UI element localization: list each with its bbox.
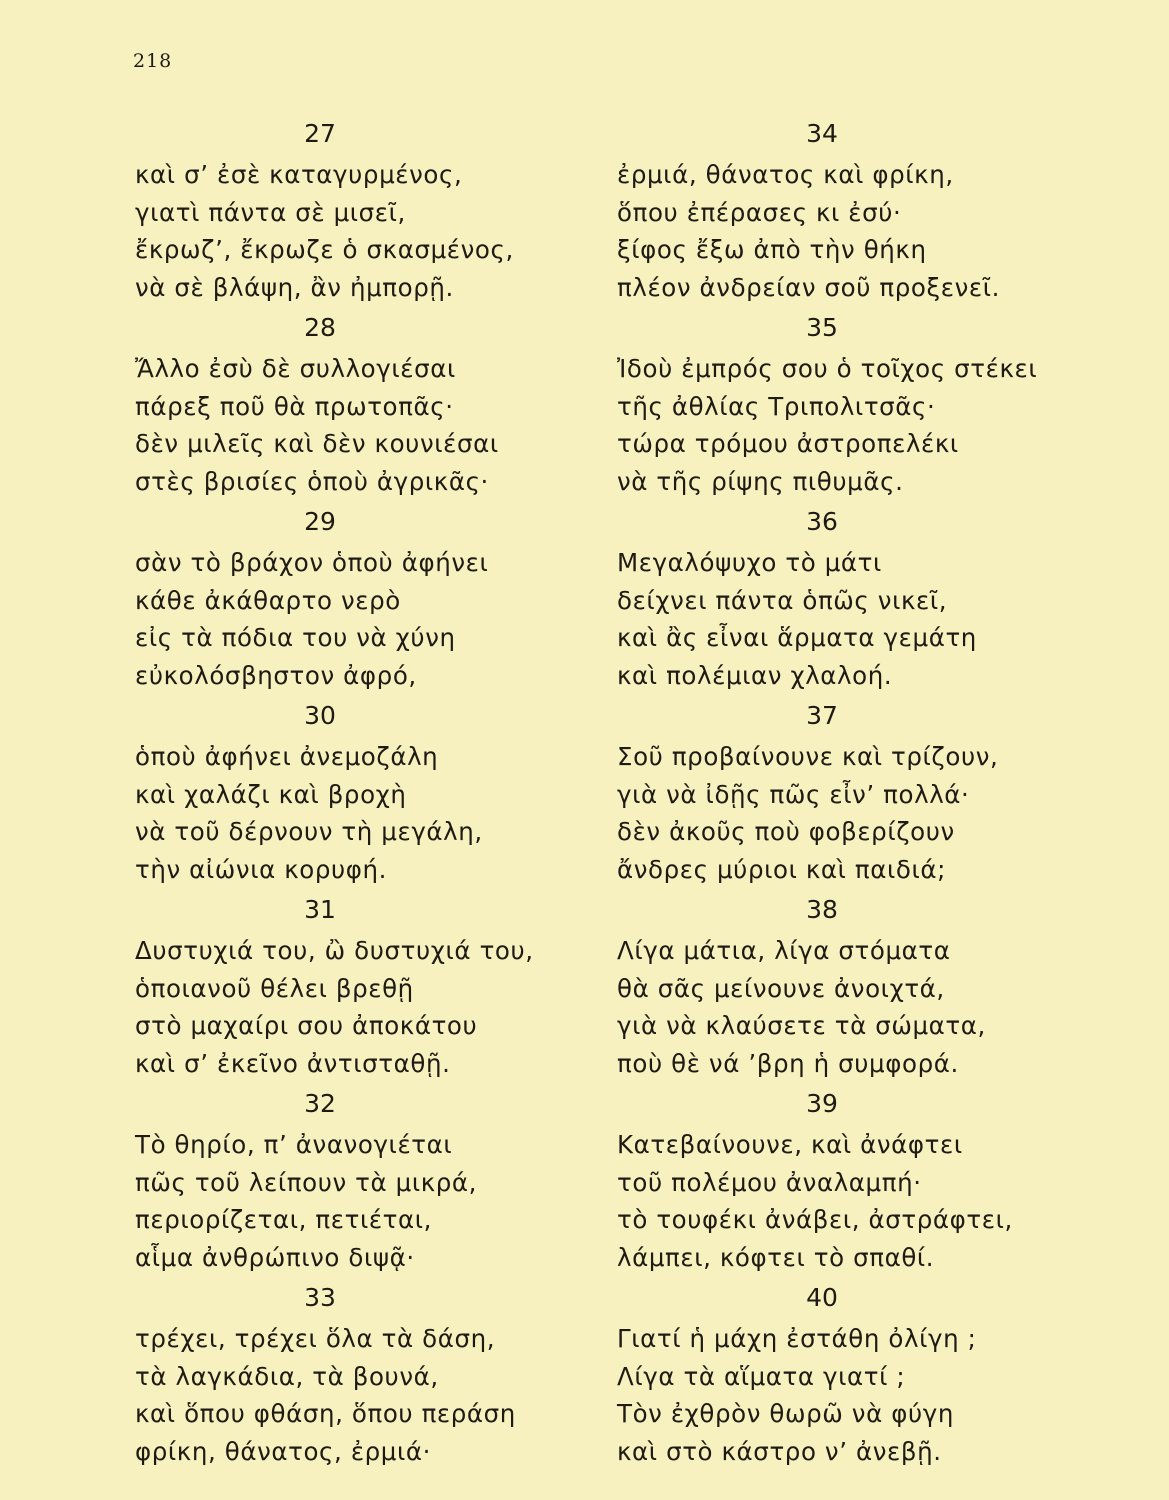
verse-line: τοῦ πολέμου ἀναλαμπή· (617, 1167, 922, 1197)
stanza-number: 36 (806, 507, 838, 536)
verse-line: Τὸν ἐχθρὸν θωρῶ νὰ φύγη (617, 1399, 954, 1428)
verse-line: πλέον ἀνδρείαν σοῦ προξενεῖ. (617, 272, 1000, 302)
page-number: 218 (133, 50, 173, 72)
verse-line: λάμπει, κόφτει τὸ σπαθί. (617, 1242, 935, 1272)
verse-line: Σοῦ προβαίνουνε καὶ τρίζουν, (617, 742, 999, 771)
verse-line: καὶ χαλάζι καὶ βροχὴ (135, 779, 407, 809)
stanza-number: 32 (304, 1089, 336, 1118)
verse-line: καὶ στὸ κάστρο ν’ ἀνεβῇ. (617, 1436, 942, 1466)
verse-line: ἐρμιά, θάνατος καὶ φρίκη, (617, 160, 954, 189)
stanza (135, 894, 565, 1082)
verse-line: γιὰ νὰ ἰδῇς πῶς εἶν’ πολλά· (617, 779, 970, 809)
verse-line: εἰς τὰ πόδια του νὰ χύνη (135, 623, 456, 652)
verse-line: Μεγαλόψυχο τὸ μάτι (617, 548, 882, 577)
verse-line: ὁποὺ ἀφήνει ἀνεμοζάλη (135, 742, 439, 771)
verse-line: Ἰδοὺ ἐμπρός σου ὁ τοῖχος στέκει (617, 354, 1038, 383)
stanza (135, 1088, 565, 1276)
stanza (617, 1088, 1057, 1276)
verse-line: περιορίζεται, πετιέται, (135, 1205, 433, 1234)
verse-line: γιὰ νὰ κλαύσετε τὰ σώματα, (617, 1011, 986, 1040)
verse-line: τρέχει, τρέχει ὅλα τὰ δάση, (135, 1324, 496, 1353)
verse-line: τῆς ἀθλίας Τριπολιτσᾶς· (617, 391, 936, 421)
verse-line: καὶ σ’ ἐκεῖνο ἀντισταθῇ. (135, 1048, 451, 1078)
verse-line: ξίφος ἔξω ἀπὸ τὴν θήκη (617, 235, 927, 264)
verse-line: αἷμα ἀνθρώπινο διψᾷ· (135, 1242, 415, 1272)
verse-line: καὶ ὅπου φθάση, ὅπου περάση (135, 1399, 516, 1428)
verse-line: Λίγα μάτια, λίγα στόματα (617, 936, 951, 965)
verse-line: Ἄλλο ἐσὺ δὲ συλλογιέσαι (135, 354, 456, 383)
stanza-number: 37 (806, 701, 838, 730)
verse-line: θὰ σᾶς μείνουνε ἀνοιχτά, (617, 973, 945, 1003)
right-column (617, 118, 1057, 1476)
stanza (135, 506, 565, 694)
verse-line: καὶ ἂς εἶναι ἅρματα γεμάτη (617, 623, 977, 652)
verse-line: πῶς τοῦ λείπουν τὰ μικρά, (135, 1167, 478, 1197)
verse-line: δείχνει πάντα ὁπῶς νικεῖ, (617, 585, 948, 615)
stanza (135, 1282, 565, 1470)
stanza-number: 39 (806, 1089, 838, 1118)
stanza (617, 894, 1057, 1082)
verse-line: Κατεβαίνουνε, καὶ ἀνάφτει (617, 1130, 963, 1159)
stanza (617, 506, 1057, 694)
verse-line: τὰ λαγκάδια, τὰ βουνά, (135, 1361, 439, 1391)
stanza (617, 700, 1057, 888)
verse-line: δὲν ἀκοῦς ποὺ φοβερίζουν (617, 817, 955, 846)
verse-line: ἔκρωζ’, ἔκρωζε ὁ σκασμένος, (135, 235, 514, 264)
stanza-number: 29 (304, 507, 336, 536)
verse-line: νὰ τοῦ δέρνουν τὴ μεγάλη, (135, 817, 483, 846)
verse-line: δὲν μιλεῖς καὶ δὲν κουνιέσαι (135, 429, 499, 458)
stanza-number: 38 (806, 895, 838, 924)
verse-line: φρίκη, θάνατος, ἐρμιά· (135, 1436, 432, 1466)
stanza-number: 35 (806, 313, 838, 342)
verse-line: καὶ πολέμιαν χλαλοή. (617, 660, 893, 690)
verse-line: εὐκολόσβηστον ἀφρό, (135, 660, 417, 690)
stanza-number: 27 (304, 119, 336, 148)
stanza-number: 30 (304, 701, 336, 730)
stanza-number: 34 (806, 119, 838, 148)
verse-line: Δυστυχιά του, ὢ δυστυχιά του, (135, 936, 534, 965)
verse-line: Τὸ θηρίο, π’ ἀνανογιέται (135, 1130, 453, 1159)
stanza-number: 40 (806, 1283, 838, 1312)
verse-line: ὁποιανοῦ θέλει βρεθῇ (135, 973, 414, 1003)
verse-line: νὰ σὲ βλάψη, ἂν ἠμπορῇ. (135, 272, 454, 302)
verse-line: Λίγα τὰ αἵματα γιατί ; (617, 1361, 906, 1391)
stanza (617, 312, 1057, 500)
verse-line: στὲς βρισίες ὁποὺ ἀγρικᾶς· (135, 466, 489, 496)
verse-line: τώρα τρόμου ἀστροπελέκι (617, 429, 959, 458)
verse-line: γιατὶ πάντα σὲ μισεῖ, (135, 197, 406, 227)
verse-line: ποὺ θὲ νά ’βρη ἡ συμφορά. (617, 1048, 959, 1078)
stanza (617, 1282, 1057, 1470)
verse-line: τὸ τουφέκι ἀνάβει, ἀστράφτει, (617, 1205, 1013, 1234)
verse-line: πάρεξ ποῦ θὰ πρωτοπᾶς· (135, 391, 454, 421)
verse-line: στὸ μαχαίρι σου ἀποκάτου (135, 1011, 478, 1040)
verse-line: ὅπου ἐπέρασες κι ἐσύ· (617, 197, 902, 227)
verse-line: καὶ σ’ ἐσὲ καταγυρμένος, (135, 160, 463, 189)
verse-line: τὴν αἰώνια κορυφή. (135, 854, 388, 884)
stanza-number: 28 (304, 313, 336, 342)
stanza (135, 312, 565, 500)
verse-line: νὰ τῆς ρίψης πιθυμᾶς. (617, 466, 904, 496)
stanza (135, 700, 565, 888)
verse-line: σὰν τὸ βράχον ὁποὺ ἀφήνει (135, 548, 489, 577)
stanza (617, 118, 1057, 306)
stanza-number: 31 (304, 895, 336, 924)
stanza-number: 33 (304, 1283, 336, 1312)
verse-line: κάθε ἀκάθαρτο νερὸ (135, 585, 401, 615)
verse-line: Γιατί ἡ μάχη ἐστάθη ὀλίγη ; (617, 1324, 977, 1353)
stanza (135, 118, 565, 306)
verse-line: ἄνδρες μύριοι καὶ παιδιά; (617, 854, 947, 884)
left-column (135, 118, 565, 1476)
